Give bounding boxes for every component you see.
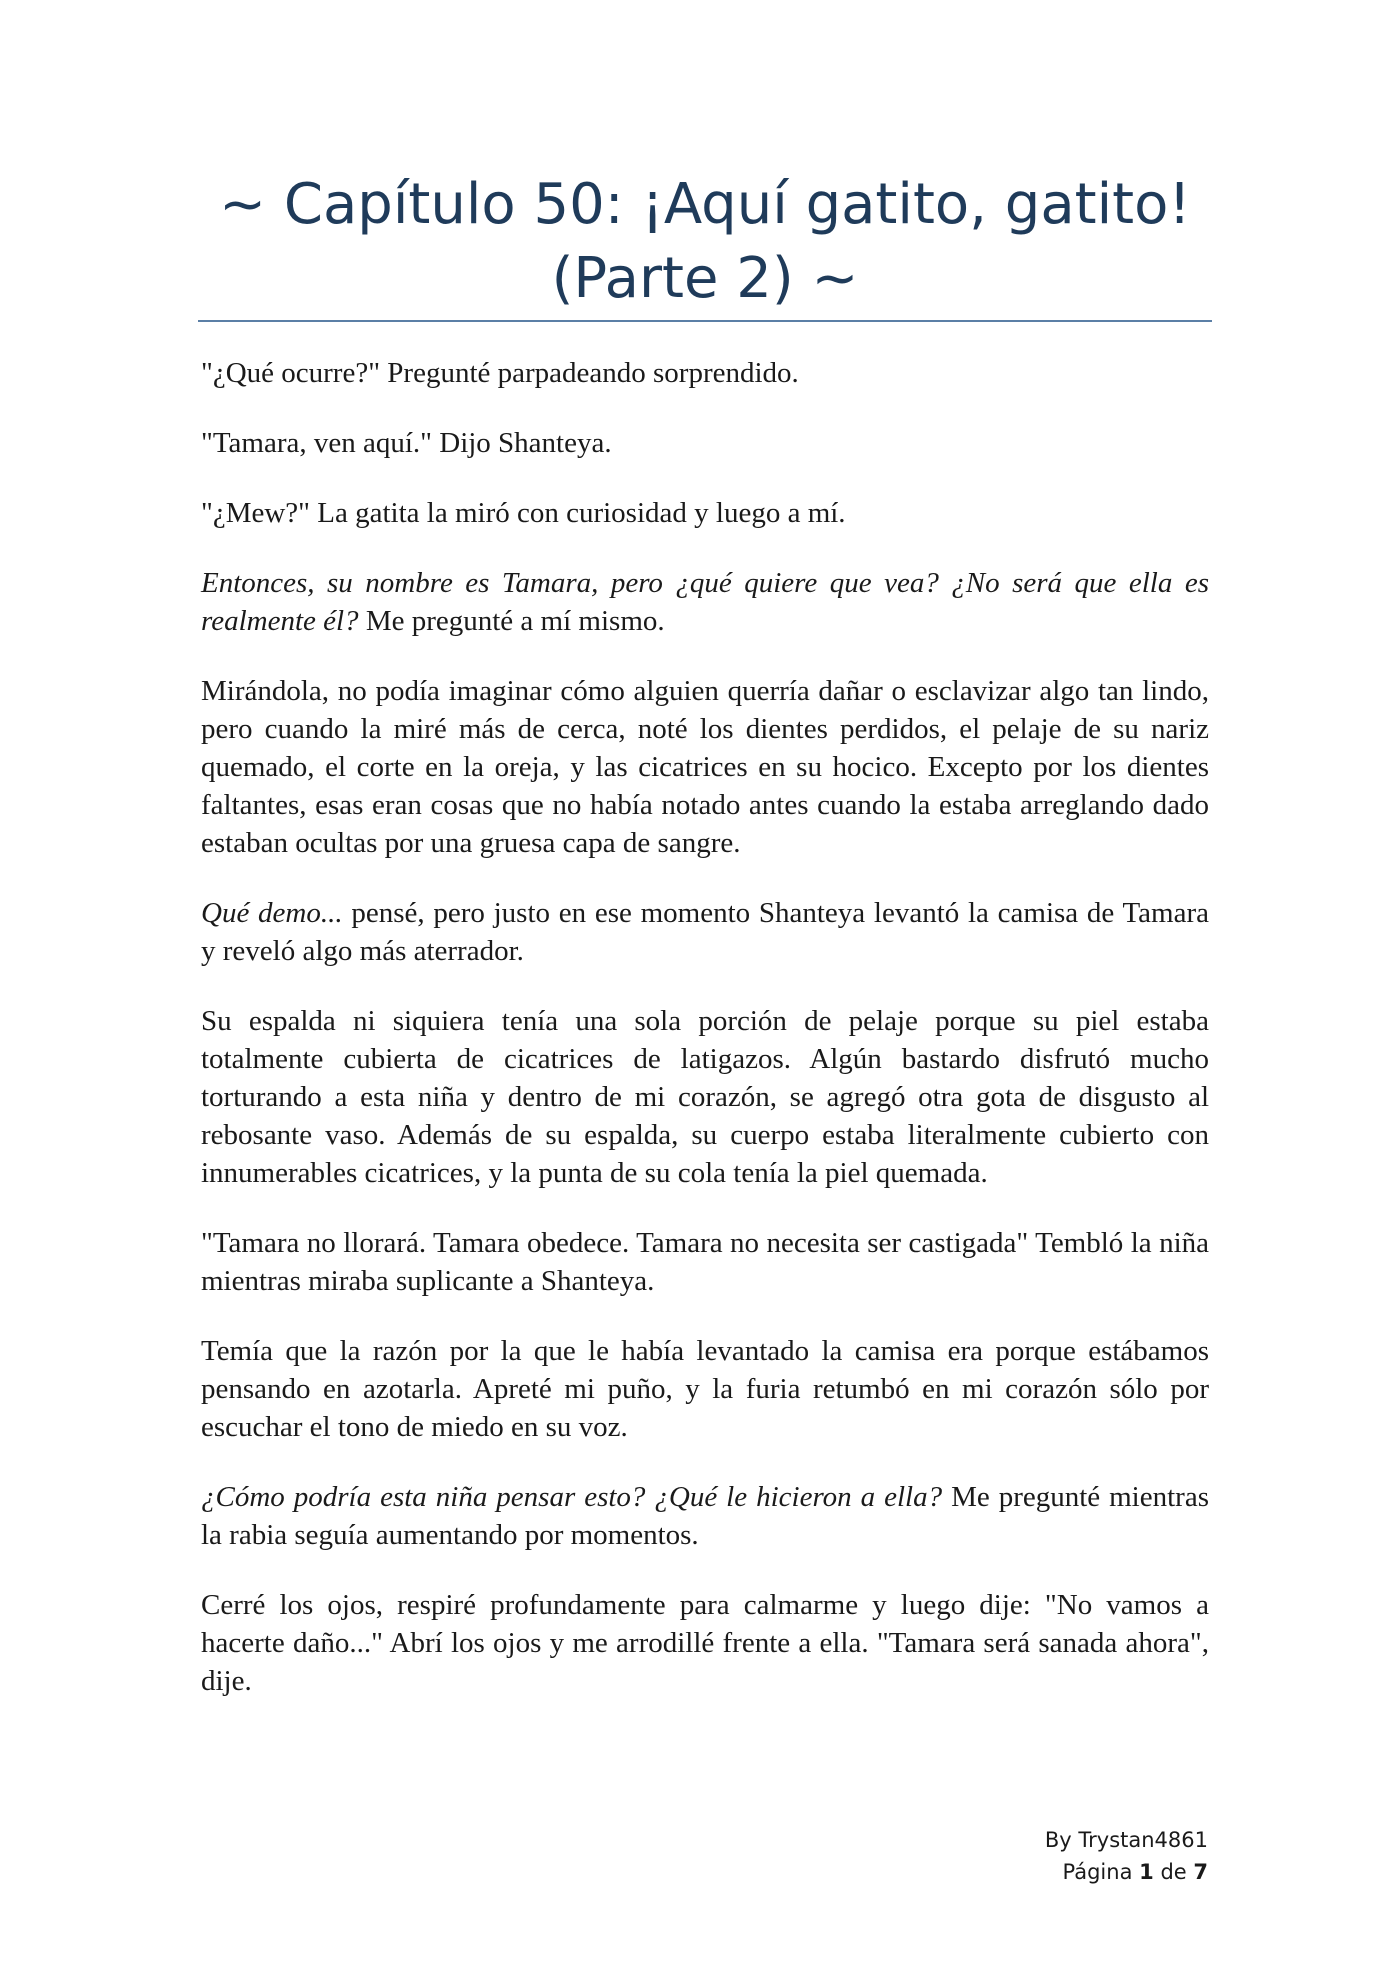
paragraph-8: "Tamara no llorará. Tamara obedece. Tamara no necesita ser castigada" Tembló la niña mientras miraba suplicante a Shanteya.: [201, 1227, 1209, 1297]
paragraph-11: Cerré los ojos, respiré profundamente para calmarme y luego dije: "No vamos a hacerte daño..." Abrí los ojos y me arrodillé frente a ella. "Tamara será sanada ahora", dije.: [201, 1589, 1209, 1697]
current-page: 1: [1139, 1860, 1154, 1884]
chapter-title: [198, 168, 1212, 316]
italic-thought: Entonces, su nombre es Tamara, pero ¿qué quiere que vea? ¿No será que ella es realmente él?: [201, 567, 1209, 637]
paragraph-5: Mirándola, no podía imaginar cómo alguien querría dañar o esclavizar algo tan lindo, pero cuando la miré más de cerca, noté los dientes perdidos, el pelaje de su nariz quemado, el corte en la oreja, y las cicatrices en su hocico. Excepto por los dientes faltantes, esas eran cosas que no había notado antes cuando la estaba arreglando dado estaban ocultas por una gruesa capa de sangre.: [201, 675, 1209, 859]
title-divider: [198, 320, 1212, 322]
author-credit: By Trystan4861: [1044, 1828, 1208, 1852]
total-pages: 7: [1193, 1860, 1208, 1884]
paragraph-7: Su espalda ni siquiera tenía una sola porción de pelaje porque su piel estaba totalmente cubierta de cicatrices de latigazos. Algún bastardo disfrutó mucho torturando a esta niña y dentro de mi corazón, se agregó otra gota de disgusto al rebosante vaso. Además de su espalda, su cuerpo estaba literalmente cubierto con innumerables cicatrices, y la punta de su cola tenía la piel quemada.: [201, 1005, 1209, 1189]
paragraph-2: "Tamara, ven aquí." Dijo Shanteya.: [201, 427, 612, 459]
italic-thought: Qué demo...: [201, 897, 343, 929]
paragraph-4: Entonces, su nombre es Tamara, pero ¿qué quiere que vea? ¿No será que ella es realmente él? Me pregunté a mí mismo.: [201, 567, 1209, 637]
italic-thought: ¿Cómo podría esta niña pensar esto? ¿Qué le hicieron a ella?: [201, 1481, 943, 1513]
page-number: Página 1 de 7: [1062, 1860, 1208, 1884]
chapter-body: [201, 354, 1209, 1732]
paragraph-1: "¿Qué ocurre?" Pregunté parpadeando sorprendido.: [201, 357, 799, 389]
page-footer: [1045, 1824, 1208, 1888]
chapter-title-line-1: ~ Capítulo 50: ¡Aquí gatito, gatito!: [219, 172, 1191, 237]
paragraph-10: ¿Cómo podría esta niña pensar esto? ¿Qué le hicieron a ella? Me pregunté mientras la rabia seguía aumentando por momentos.: [201, 1481, 1209, 1551]
paragraph-6: Qué demo... pensé, pero justo en ese momento Shanteya levantó la camisa de Tamara y reveló algo más aterrador.: [201, 897, 1209, 967]
paragraph-3: "¿Mew?" La gatita la miró con curiosidad y luego a mí.: [201, 497, 846, 529]
paragraph-9: Temía que la razón por la que le había levantado la camisa era porque estábamos pensando en azotarla. Apreté mi puño, y la furia retumbó en mi corazón sólo por escuchar el tono de miedo en su voz.: [201, 1335, 1209, 1443]
chapter-title-line-2: (Parte 2) ~: [551, 246, 859, 311]
